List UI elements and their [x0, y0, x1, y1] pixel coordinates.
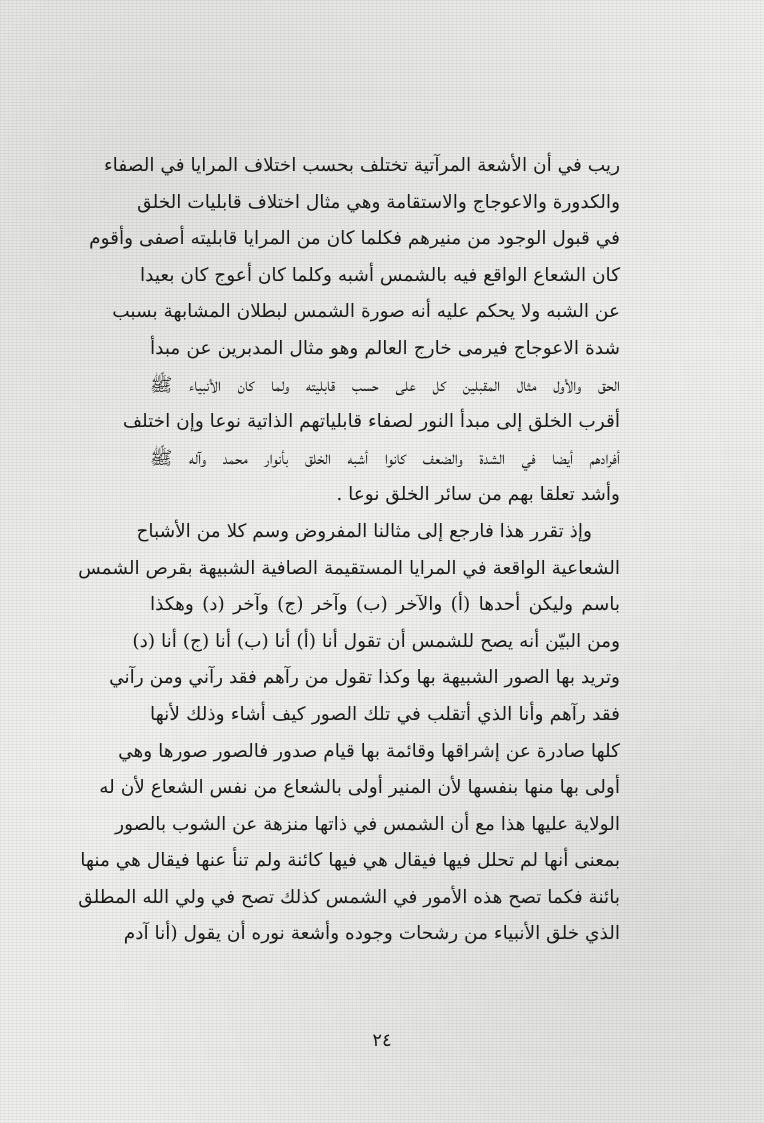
text-line: الحق والأول مثال المقبلين كل على حسب قابليته ولما كان الأنبياء ﷺ — [150, 374, 620, 396]
body-text — [78, 148, 620, 953]
text-line: بائنة فكما تصح هذه الأمور في الشمس كذلك تصح في ولي الله المطلق — [78, 886, 620, 908]
text-line: كلها صادرة عن إشراقها وقائمة بها قيام صدور فالصور صورها وهي — [118, 740, 620, 762]
text-line: ومن البيّن أنه يصح للشمس أن تقول أنا (أ) أنا (ب) أنا (ج) أنا (د) — [132, 630, 620, 652]
text-line: والكدورة والاعوجاج والاستقامة وهي مثال اختلاف قابليات الخلق — [137, 191, 620, 213]
text-line: شدة الاعوجاج فيرمى خارج العالم وهو مثال المدبرين عن مبدأ — [150, 337, 620, 359]
text-line: بمعنى أنها لم تحلل فيها فيقال هي فيها كائنة ولم تنأ عنها فيقال هي منها — [80, 850, 620, 872]
text-line: كان الشعاع الواقع فيه بالشمس أشبه وكلما كان أعوج كان بعيدا — [139, 264, 620, 286]
text-line: أولى بها منها بنفسها لأن المنير أولى بالشعاع من نفس الشعاع لأن له — [99, 777, 620, 799]
paragraph-start-line: وإذ تقرر هذا فارجع إلى مثالنا المفروض وسم كلا من الأشباح — [136, 520, 592, 542]
text-line: أقرب الخلق إلى مبدأ النور لصفاء قابلياتهم الذاتية نوعا وإن اختلف — [122, 411, 620, 433]
text-line: الشعاعية الواقعة في المرايا المستقيمة الصافية الشبيهة بقرص الشمس — [78, 557, 620, 579]
text-line: أفرادهم أيضا في الشدة والضعف كانوا أشبه الخلق بأنوار محمد وآله ﷺ — [150, 447, 620, 469]
text-line: عن الشبه ولا يحكم عليه أنه صورة الشمس لبطلان المشابهة بسبب — [112, 301, 620, 323]
text-line: الذي خلق الأنبياء من رشحات وجوده وأشعة نوره أن يقول (أنا آدم — [123, 923, 620, 945]
text-line: في قبول الوجود من منيرهم فكلما كان من المرايا قابليته أصفى وأقوم — [89, 228, 620, 250]
text-line: ريب في أن الأشعة المرآتية تختلف بحسب اختلاف المرايا في الصفاء — [103, 155, 620, 176]
paragraph-end-line: وأشد تعلقا بهم من سائر الخلق نوعا . — [336, 484, 620, 506]
text-line: فقد رآهم وأنا الذي أتقلب في تلك الصور كيف أشاء وذلك لأنها — [150, 703, 620, 725]
text-line: وتريد بها الصور الشبيهة بها وكذا تقول من رآهم فقد رآني ومن رآني — [109, 667, 620, 689]
text-line: باسم وليكن أحدها (أ) والآخر (ب) وآخر (ج) وآخر (د) وهكذا — [150, 594, 620, 616]
text-line: الولاية عليها هذا مع أن الشمس في ذاتها منزهة عن الشوب بالصور — [115, 813, 620, 835]
page-number: ٢٤ — [372, 1030, 392, 1051]
